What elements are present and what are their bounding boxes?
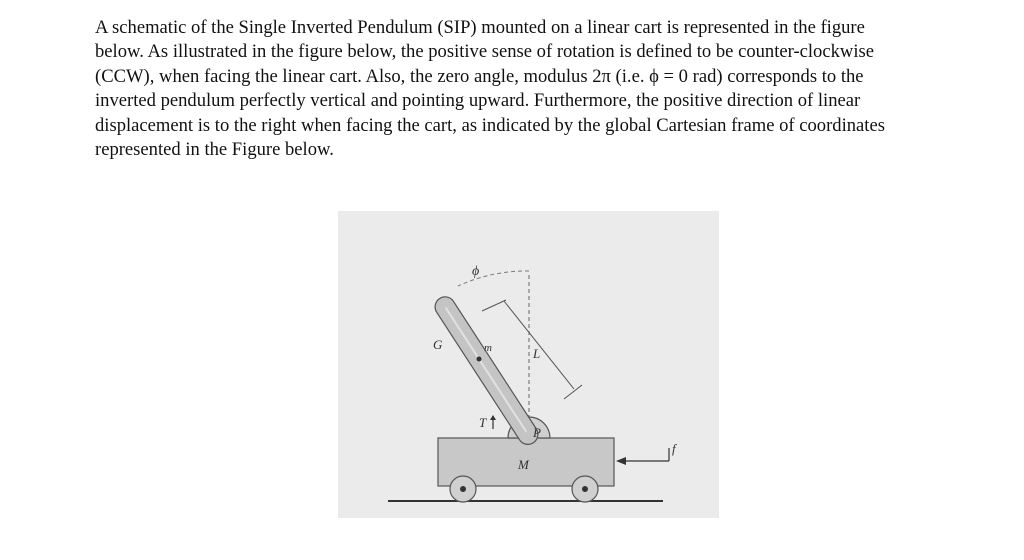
left-wheel: [450, 476, 476, 502]
paragraph-line-4: inverted pendulum perfectly vertical and pointing upward. Furthermore, the positive direction of linear: [95, 90, 861, 112]
label-M: M: [518, 457, 529, 472]
paragraph-line-6: represented in the Figure below.: [95, 139, 334, 161]
label-G: G: [433, 337, 443, 352]
pendulum-cart-figure: [338, 211, 719, 518]
center-of-mass-dot: [477, 357, 482, 362]
label-phi: ϕ: [472, 264, 480, 279]
label-m: m: [484, 342, 492, 354]
paragraph-line-3: (CCW), when facing the linear cart. Also, the zero angle, modulus 2π (i.e. ϕ = 0 rad) corresponds to the: [95, 65, 864, 87]
label-P: P: [533, 425, 541, 440]
paragraph-line-2: below. As illustrated in the figure below, the positive sense of rotation is defined to be counter-clockwise: [95, 41, 874, 63]
pendulum-cart-diagram: [338, 211, 719, 518]
label-T: T: [479, 415, 487, 430]
label-f: f: [672, 441, 676, 456]
paragraph-line-1: A schematic of the Single Inverted Pendulum (SIP) mounted on a linear cart is represented in the figure: [95, 17, 865, 38]
description-paragraph: [95, 16, 975, 162]
label-L: L: [533, 346, 541, 361]
paragraph-line-5: displacement is to the right when facing the cart, as indicated by the global Cartesian frame of coordinates: [95, 114, 885, 136]
right-wheel: [572, 476, 598, 502]
